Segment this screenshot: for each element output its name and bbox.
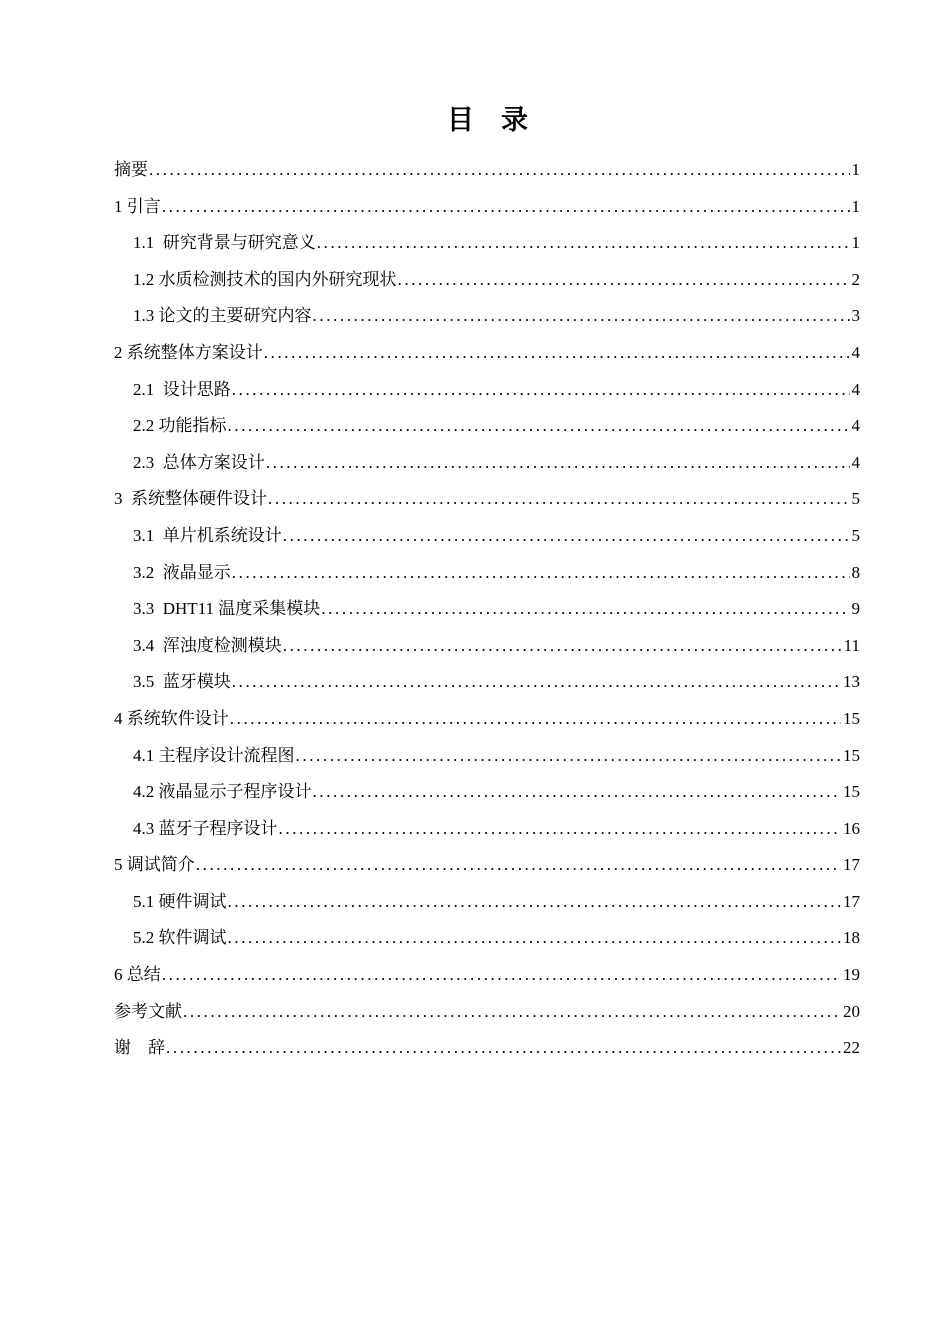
toc-dot-leader: [266, 445, 850, 482]
toc-dot-leader: [162, 189, 850, 226]
toc-entry-label: 参考文献: [114, 1001, 182, 1021]
toc-entry-page-number: 4: [851, 452, 860, 472]
toc-entry-page-number: 11: [843, 635, 860, 655]
toc-entry-page-number: 15: [843, 708, 860, 728]
toc-dot-leader: [230, 701, 841, 738]
toc-entry-label: 2.3 总体方案设计: [133, 452, 265, 472]
toc-entry-page-number: 1: [851, 160, 860, 179]
toc-dot-leader: [149, 152, 850, 189]
toc-entry-page-number: 3: [851, 306, 860, 326]
toc-entry-label: 3 系统整体硬件设计: [114, 489, 267, 509]
toc-entry-page-number: 20: [843, 1001, 860, 1021]
toc-dot-leader: [232, 555, 850, 592]
toc-entry-label: 2.2 功能指标: [133, 416, 227, 436]
toc-entry[interactable]: [114, 445, 860, 482]
toc-entry-label: 5.2 软件调试: [133, 928, 227, 948]
toc-entry-label: 5.1 硬件调试: [133, 891, 227, 911]
toc-entry-page-number: 1: [851, 196, 860, 216]
toc-entry-page-number: 8: [851, 562, 860, 582]
toc-entry-label: 谢 辞: [114, 1038, 165, 1058]
toc-dot-leader: [296, 738, 842, 775]
toc-entry-page-number: 13: [843, 672, 860, 692]
toc-dot-leader: [232, 372, 850, 409]
toc-dot-leader: [264, 335, 850, 372]
toc-dot-leader: [283, 518, 850, 555]
toc-entry-label: 3.1 单片机系统设计: [133, 525, 282, 545]
toc-entry-label: 3.4 浑浊度检测模块: [133, 635, 282, 655]
toc-entry-label: 1.1 研究背景与研究意义: [133, 233, 316, 253]
toc-entry-label: 摘要: [114, 160, 148, 179]
toc-entry[interactable]: [114, 994, 860, 1031]
toc-dot-leader: [228, 884, 842, 921]
toc-entry[interactable]: [114, 225, 860, 262]
toc-entry[interactable]: [114, 408, 860, 445]
toc-entry-page-number: 17: [843, 855, 860, 875]
toc-entry-label: 1 引言: [114, 196, 161, 216]
toc-entry-page-number: 18: [843, 928, 860, 948]
toc-entry[interactable]: [114, 701, 860, 738]
toc-entry[interactable]: [114, 335, 860, 372]
toc-entry-label: 5 调试简介: [114, 855, 195, 875]
toc-entry[interactable]: [114, 738, 860, 775]
toc-entry-page-number: 4: [851, 416, 860, 436]
toc-entry-page-number: 15: [843, 782, 860, 802]
toc-entry-page-number: 16: [843, 818, 860, 838]
toc-entry[interactable]: [114, 774, 860, 811]
toc-entry[interactable]: [114, 664, 860, 701]
toc-dot-leader: [317, 225, 850, 262]
toc-entry[interactable]: [114, 847, 860, 884]
toc-entry-page-number: 5: [851, 489, 860, 509]
toc-entry-label: 4.1 主程序设计流程图: [133, 745, 295, 765]
toc-entry[interactable]: [114, 628, 860, 665]
toc-entry-page-number: 17: [843, 891, 860, 911]
toc-entry-page-number: 4: [851, 342, 860, 362]
toc-entry-label: 4.2 液晶显示子程序设计: [133, 782, 312, 802]
toc-entry[interactable]: [114, 152, 860, 189]
toc-entry-label: 4 系统软件设计: [114, 708, 229, 728]
toc-dot-leader: [183, 994, 841, 1031]
toc-entry[interactable]: [114, 811, 860, 848]
toc-entry[interactable]: [114, 1030, 860, 1067]
toc-entry-page-number: 5: [851, 525, 860, 545]
toc-entry-page-number: 2: [851, 269, 860, 289]
toc-entry[interactable]: [114, 189, 860, 226]
toc-dot-leader: [196, 847, 841, 884]
toc-dot-leader: [321, 591, 849, 628]
toc-entry-page-number: 9: [851, 599, 860, 619]
toc-entry[interactable]: [114, 481, 860, 518]
toc-entry-label: 2 系统整体方案设计: [114, 342, 263, 362]
toc-entry[interactable]: [114, 262, 860, 299]
toc-entry[interactable]: [114, 555, 860, 592]
toc-dot-leader: [268, 481, 850, 518]
toc-entry-label: 3.2 液晶显示: [133, 562, 231, 582]
toc-entry[interactable]: [114, 591, 860, 628]
toc-entry-page-number: 4: [851, 379, 860, 399]
toc-entry[interactable]: [114, 884, 860, 921]
toc-entry[interactable]: [114, 518, 860, 555]
toc-dot-leader: [279, 811, 842, 848]
toc-entry-label: 4.3 蓝牙子程序设计: [133, 818, 278, 838]
toc-dot-leader: [162, 957, 841, 994]
toc-entry-page-number: 19: [843, 965, 860, 985]
toc-entry-page-number: 22: [843, 1038, 860, 1058]
toc-dot-leader: [283, 628, 842, 665]
toc-dot-leader: [166, 1030, 841, 1067]
toc-entry-label: 1.2 水质检测技术的国内外研究现状: [133, 269, 397, 289]
toc-entry-label: 6 总结: [114, 965, 161, 985]
table-of-contents: [114, 152, 860, 1067]
toc-entry-page-number: 15: [843, 745, 860, 765]
toc-entry-label: 2.1 设计思路: [133, 379, 231, 399]
toc-dot-leader: [232, 664, 841, 701]
page-title: 目 录: [447, 105, 528, 135]
toc-entry[interactable]: [114, 298, 860, 335]
toc-dot-leader: [398, 262, 850, 299]
toc-entry[interactable]: [114, 957, 860, 994]
toc-dot-leader: [313, 774, 842, 811]
toc-entry-page-number: 1: [851, 233, 860, 253]
toc-dot-leader: [228, 920, 842, 957]
toc-entry-label: 1.3 论文的主要研究内容: [133, 306, 312, 326]
toc-dot-leader: [313, 298, 850, 335]
toc-entry[interactable]: [114, 920, 860, 957]
toc-entry-label: 3.5 蓝牙模块: [133, 672, 231, 692]
toc-dot-leader: [228, 408, 850, 445]
toc-entry-label: 3.3 DHT11 温度采集模块: [133, 599, 321, 619]
toc-entry[interactable]: [114, 372, 860, 409]
